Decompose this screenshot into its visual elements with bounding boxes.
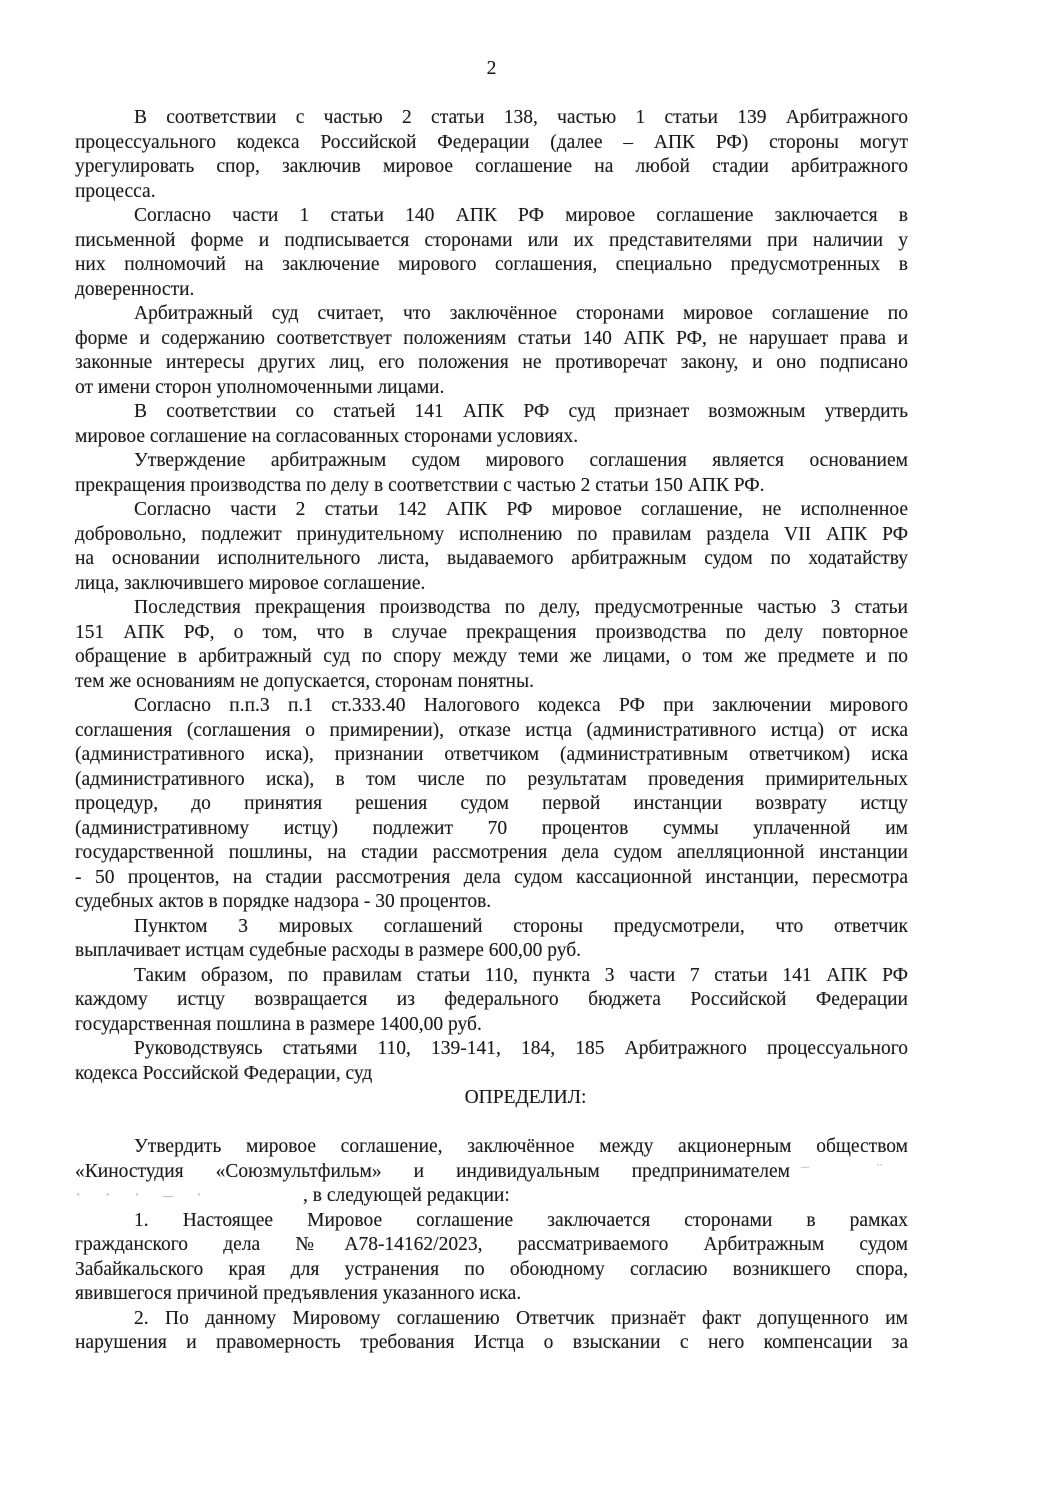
redacted-text-remnant: ¨: [877, 1160, 883, 1178]
redacted-text-remnant: · · · – ·: [75, 1185, 212, 1206]
text-line: [75, 1184, 908, 1209]
paragraph: [75, 964, 908, 1038]
text-line: Утвердить мировое соглашение, заключённое между акционерным обществом: [134, 1136, 908, 1157]
text-line: государственная пошлина в размере 1400,00 руб.: [75, 1013, 482, 1035]
text-line: 151 АПК РФ, о том, что в случае прекращения производства по делу повторное: [75, 621, 908, 643]
text-line: от имени сторон уполномоченными лицами.: [75, 376, 445, 398]
section-heading: ОПРЕДЕЛИЛ:: [464, 1087, 587, 1108]
text-line: - 50 процентов, на стадии рассмотрения дела судом кассационной инстанции, пересмотра: [75, 866, 908, 888]
text-line: тем же основаниям не допускается, сторонам понятны.: [75, 670, 534, 692]
text-line: обращение в арбитражный суд по спору между теми же лицами, о том же предмете и по: [75, 646, 908, 667]
text-line: [75, 1160, 908, 1185]
text-line: процессуального кодекса Российской Федерации (далее – АПК РФ) стороны могут: [75, 131, 908, 153]
text-line: каждому истцу возвращается из федерального бюджета Российской Федерации: [75, 989, 908, 1010]
text-line: Утверждение арбитражным судом мирового соглашения является основанием: [134, 450, 908, 471]
text-line: добровольно, подлежит принудительному исполнению по правилам раздела VII АПК РФ: [75, 523, 908, 545]
text-line: судебных актов в порядке надзора - 30 процентов.: [75, 891, 492, 912]
blank-line: [75, 1111, 908, 1136]
page-number: 2: [486, 58, 497, 79]
text-line: форме и содержанию соответствует положениям статьи 140 АПК РФ, не нарушает права и: [75, 327, 908, 349]
text-line: В соответствии со статьей 141 АПК РФ суд признает возможным утвердить: [134, 401, 908, 422]
text-line: выплачивает истцам судебные расходы в размере 600,00 руб.: [75, 940, 582, 961]
text-line: Таким образом, по правилам статьи 110, пункта 3 части 7 статьи 141 АПК РФ: [134, 964, 908, 986]
text-line: 2. По данному Мировому соглашению Ответчик признаёт факт допущенного им: [134, 1307, 908, 1329]
redacted-text-remnant: ¯: [801, 1165, 809, 1183]
text-line: Согласно части 1 статьи 140 АПК РФ мировое соглашение заключается в: [134, 205, 908, 226]
document-body: [75, 106, 908, 1356]
paragraph: [75, 302, 908, 400]
text-line: (административного иска), признании ответчиком (административным ответчиком) иска: [75, 744, 908, 765]
paragraph: [75, 694, 908, 915]
text-line: соглашения (соглашения о примирении), отказе истца (административного истца) от иска: [75, 719, 908, 741]
text-line: Согласно части 2 статьи 142 АПК РФ мировое соглашение, не исполненное: [134, 499, 908, 520]
text-line: Согласно п.п.3 п.1 ст.333.40 Налогового кодекса РФ при заключении мирового: [134, 695, 908, 716]
text-line: письменной форме и подписывается сторонами или их представителями при наличии у: [75, 229, 908, 251]
text-line: кодекса Российской Федерации, суд: [75, 1062, 373, 1084]
paragraph: [75, 1037, 908, 1086]
text-line: на основании исполнительного листа, выдаваемого арбитражным судом по ходатайству: [75, 548, 908, 569]
paragraph: [75, 498, 908, 596]
paragraph: [75, 449, 908, 498]
text-line: (административного иска), в том числе по результатам проведения примирительных: [75, 768, 908, 790]
text-line: прекращения производства по делу в соответствии с частью 2 статьи 150 АПК РФ.: [75, 474, 765, 496]
paragraph: [75, 106, 908, 204]
paragraph-with-redactions: [75, 1135, 908, 1209]
text-line: явившегося причиной предъявления указанного иска.: [75, 1283, 522, 1304]
text-span: , в следующей редакции:: [303, 1185, 510, 1206]
text-line: законные интересы других лиц, его положения не противоречат закону, и оно подписано: [75, 352, 908, 373]
text-line: Пунктом 3 мировых соглашений стороны предусмотрели, что ответчик: [134, 915, 908, 937]
text-line: процедур, до принятия решения судом первой инстанции возврату истцу: [75, 793, 908, 814]
text-line: Руководствуясь статьями 110, 139-141, 184, 185 Арбитражного процессуального: [134, 1038, 908, 1059]
text-line: процесса.: [75, 180, 156, 202]
text-line: мировое соглашение на согласованных сторонами условиях.: [75, 425, 579, 447]
paragraph: [75, 1307, 908, 1356]
paragraph: [75, 1209, 908, 1307]
text-line: государственной пошлины, на стадии рассмотрения дела судом апелляционной инстанции: [75, 842, 908, 863]
text-line: доверенности.: [75, 278, 195, 300]
text-line: 1. Настоящее Мировое соглашение заключается сторонами в рамках: [134, 1209, 908, 1231]
text-line: В соответствии с частью 2 статьи 138, частью 1 статьи 139 Арбитражного: [134, 107, 908, 128]
text-line: (административному истцу) подлежит 70 процентов суммы уплаченной им: [75, 817, 908, 839]
text-line: урегулировать спор, заключив мировое соглашение на любой стадии арбитражного: [75, 156, 908, 177]
text-span: «Киностудия «Союзмультфильм» и индивидуальным предпринимателем: [75, 1160, 790, 1182]
paragraph: [75, 204, 908, 302]
text-line: них полномочий на заключение мирового соглашения, специально предусмотренных в: [75, 254, 908, 275]
text-line: Последствия прекращения производства по делу, предусмотренные частью 3 статьи: [134, 597, 908, 618]
paragraph: [75, 400, 908, 449]
text-line: Забайкальского края для устранения по обоюдному согласию возникшего спора,: [75, 1258, 908, 1280]
paragraph: [75, 915, 908, 964]
paragraph: [75, 596, 908, 694]
text-line: гражданского дела №А78-14162/2023, рассматриваемого Арбитражным судом: [75, 1234, 908, 1255]
text-line: нарушения и правомерность требования Истца о взыскании с него компенсации за: [75, 1332, 908, 1353]
text-line: Арбитражный суд считает, что заключённое сторонами мировое соглашение по: [134, 303, 908, 324]
text-line: лица, заключившего мировое соглашение.: [75, 572, 426, 594]
